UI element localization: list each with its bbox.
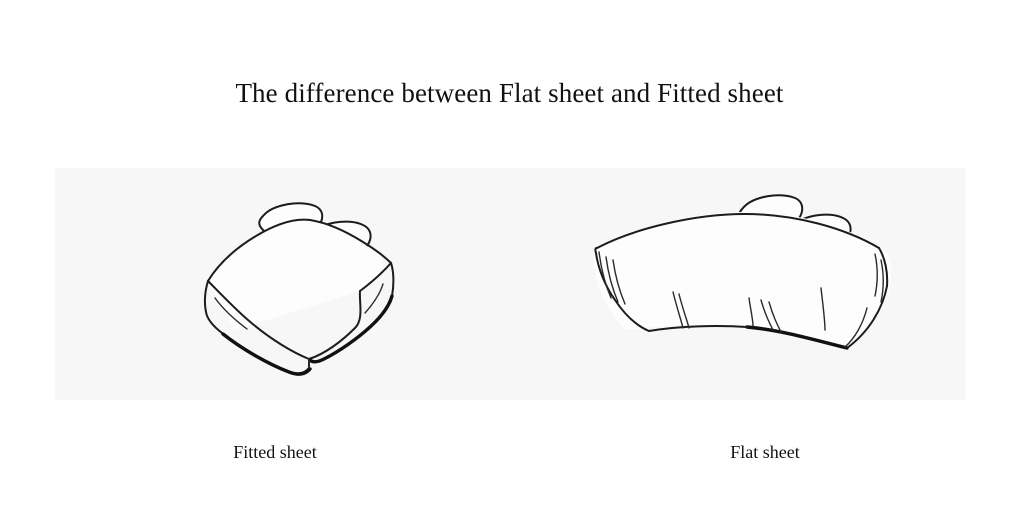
figure-flat-sheet bbox=[575, 168, 955, 400]
page-title: The difference between Flat sheet and Fitted sheet bbox=[235, 78, 784, 108]
fitted-sheet-drawing bbox=[205, 203, 393, 374]
figure-fitted-sheet bbox=[95, 168, 475, 400]
caption-fitted-sheet: Fitted sheet bbox=[233, 442, 317, 462]
caption-flat-sheet: Flat sheet bbox=[730, 442, 800, 462]
illustration-panel bbox=[55, 168, 965, 400]
flat-sheet-drawing bbox=[594, 195, 892, 348]
